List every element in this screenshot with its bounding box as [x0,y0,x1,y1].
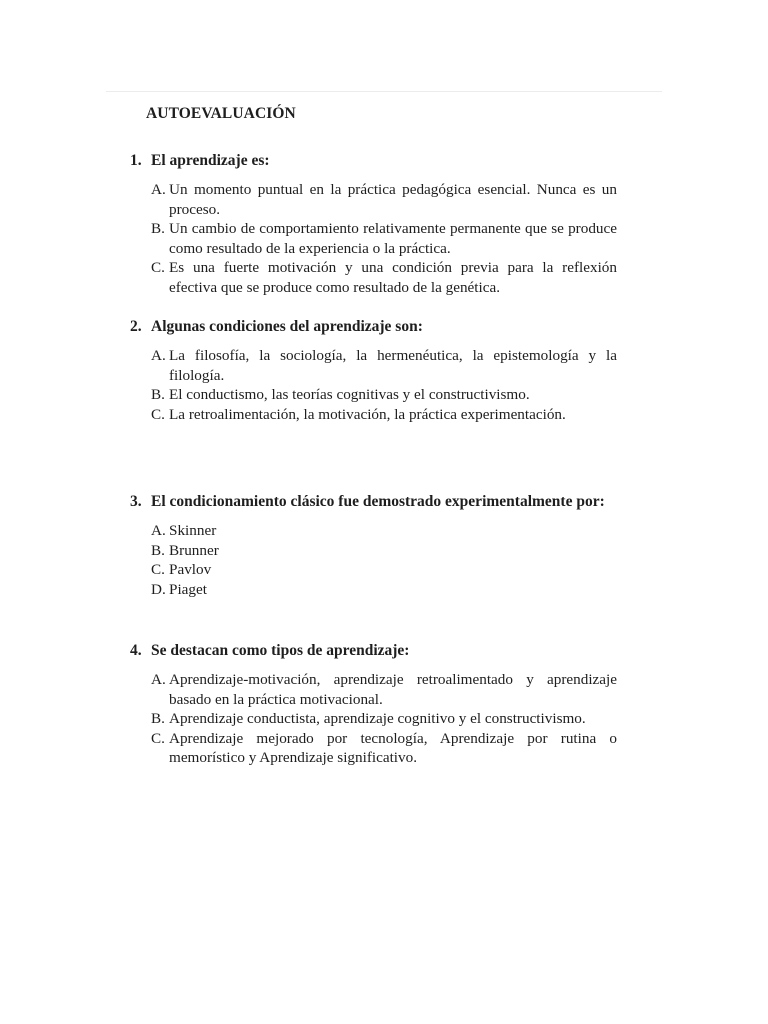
option-text: La retroalimentación, la motivación, la práctica experimentación. [169,405,566,423]
question-text: Algunas condiciones del aprendizaje son: [151,318,423,335]
option-letter: B. [151,386,165,403]
option-letter: B. [151,541,165,559]
question-title [130,317,640,337]
question-text: Se destacan como tipos de aprendizaje: [151,642,410,659]
option-text: Aprendizaje conductista, aprendizaje cognitivo y el constructivismo. [169,710,586,727]
option-text: Un momento puntual en la práctica pedagógica esencial. Nunca es un proceso. [169,181,617,218]
option-list [151,180,617,297]
option-letter: C. [151,405,165,423]
option-text: El conductismo, las teorías cognitivas y el constructivismo. [169,386,530,403]
question-number: 1. [130,152,142,169]
option-item [151,346,617,385]
option-item [151,729,617,768]
option-text: Skinner [169,522,217,539]
question-3 [130,492,640,599]
question-1 [130,151,640,297]
question-number: 4. [130,642,142,659]
question-text: El aprendizaje es: [151,152,270,169]
option-text: Aprendizaje-motivación, aprendizaje retroalimentado y aprendizaje basado en la práctica motivacional. [169,671,617,708]
option-letter: B. [151,220,165,237]
question-title [130,492,640,512]
option-text: Un cambio de comportamiento relativamente permanente que se produce como resultado de la experiencia o la práctica. [169,220,617,257]
question-title [130,151,640,171]
option-item [151,180,617,219]
option-letter: C. [151,259,165,276]
option-letter: B. [151,710,165,727]
option-item [151,385,617,405]
option-list [151,670,617,768]
question-4 [130,641,640,768]
option-item [151,258,617,297]
option-item [151,405,617,425]
question-title [130,641,640,661]
option-text: Piaget [169,580,207,598]
option-letter: A. [151,347,166,364]
option-item [151,670,617,709]
option-letter: C. [151,561,165,578]
question-number: 3. [130,493,142,510]
option-letter: C. [151,729,165,747]
option-list [151,521,617,599]
option-item [151,560,617,580]
option-text: Brunner [169,541,219,559]
option-item [151,709,617,729]
question-text: El condicionamiento clásico fue demostrado experimentalmente por: [151,493,605,510]
option-list [151,346,617,424]
option-item [151,521,617,541]
option-text: Pavlov [169,561,212,578]
option-item [151,541,617,561]
page-heading: AUTOEVALUACIÓN [146,105,296,122]
option-item [151,219,617,258]
top-divider [106,91,662,92]
option-letter: A. [151,181,166,198]
option-text: Aprendizaje mejorado por tecnología, Aprendizaje por rutina o memorístico y Aprendizaje significativo. [169,729,617,766]
option-text: La filosofía, la sociología, la hermenéutica, la epistemología y la filología. [169,347,617,384]
option-letter: A. [151,522,166,539]
question-2 [130,317,640,424]
question-number: 2. [130,318,142,335]
option-text: Es una fuerte motivación y una condición previa para la reflexión efectiva que se produce como resultado de la genética. [169,259,617,296]
option-letter: D. [151,580,166,598]
option-item [151,580,617,600]
option-letter: A. [151,671,166,688]
